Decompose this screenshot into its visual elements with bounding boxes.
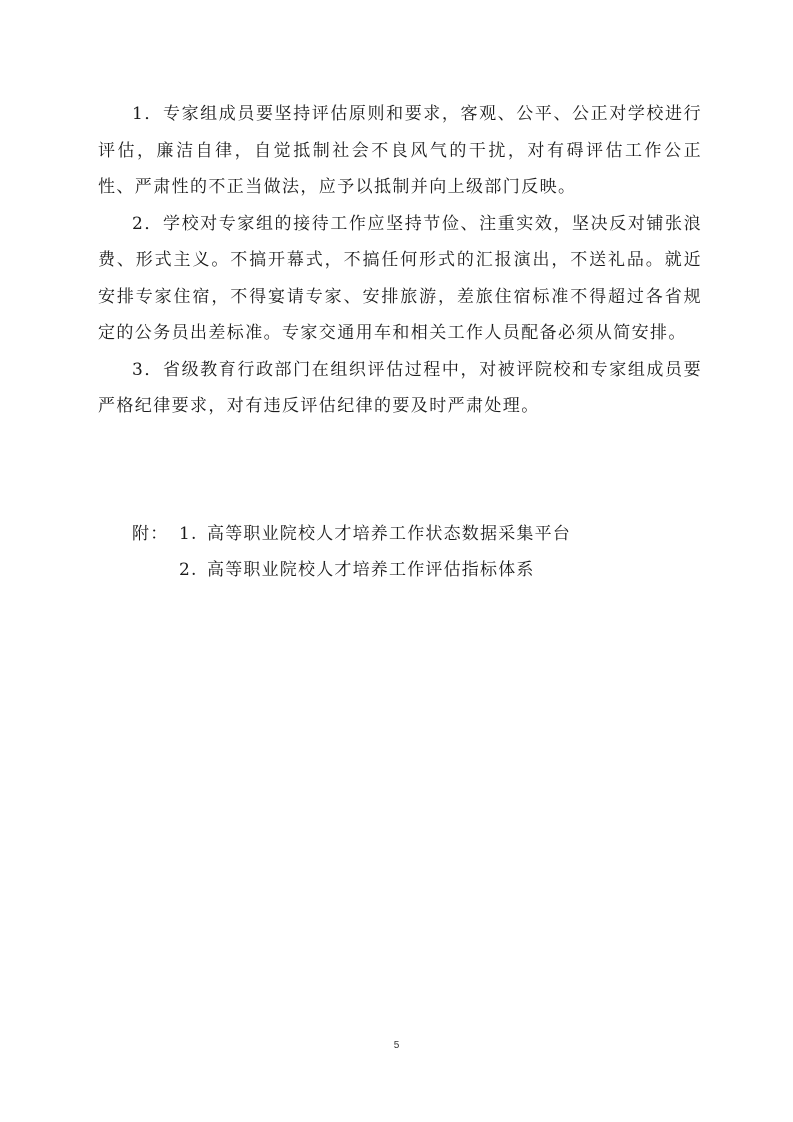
page-number: 5	[393, 1040, 400, 1051]
appendix-item-number: 1.	[179, 524, 198, 544]
paragraph-2: 2．学校对专家组的接待工作应坚持节俭、注重实效，坚决反对铺张浪费、形式主义。不搞开幕式，不搞任何形式的汇报演出，不送礼品。就近安排专家住宿，不得宴请专家、安排旅游，差旅住宿标准不得超过各省规定的公务员出差标准。专家交通用车和相关工作人员配备必须从简安排。	[98, 213, 702, 343]
appendix-item	[132, 552, 571, 588]
appendix-label-spacer	[132, 552, 179, 588]
paragraph-1: 1．专家组成员要坚持评估原则和要求，客观、公平、公正对学校进行评估，廉洁自律，自觉抵制社会不良风气的干扰，对有碍评估工作公正性、严肃性的不正当做法，应予以抵制并向上级部门反映。	[98, 104, 702, 197]
appendix-item-text: 高等职业院校人才培养工作评估指标体系	[207, 560, 535, 580]
body-text	[98, 96, 702, 425]
paragraph-3: 3．省级教育行政部门在组织评估过程中，对被评院校和专家组成员要严格纪律要求，对有违反评估纪律的要及时严肃处理。	[98, 359, 702, 416]
appendix-item-number: 2.	[179, 560, 198, 580]
appendix-section	[132, 516, 571, 588]
appendix-item-text: 高等职业院校人才培养工作状态数据采集平台	[207, 524, 571, 544]
appendix-label: 附：	[132, 524, 169, 544]
appendix-item	[132, 516, 571, 552]
